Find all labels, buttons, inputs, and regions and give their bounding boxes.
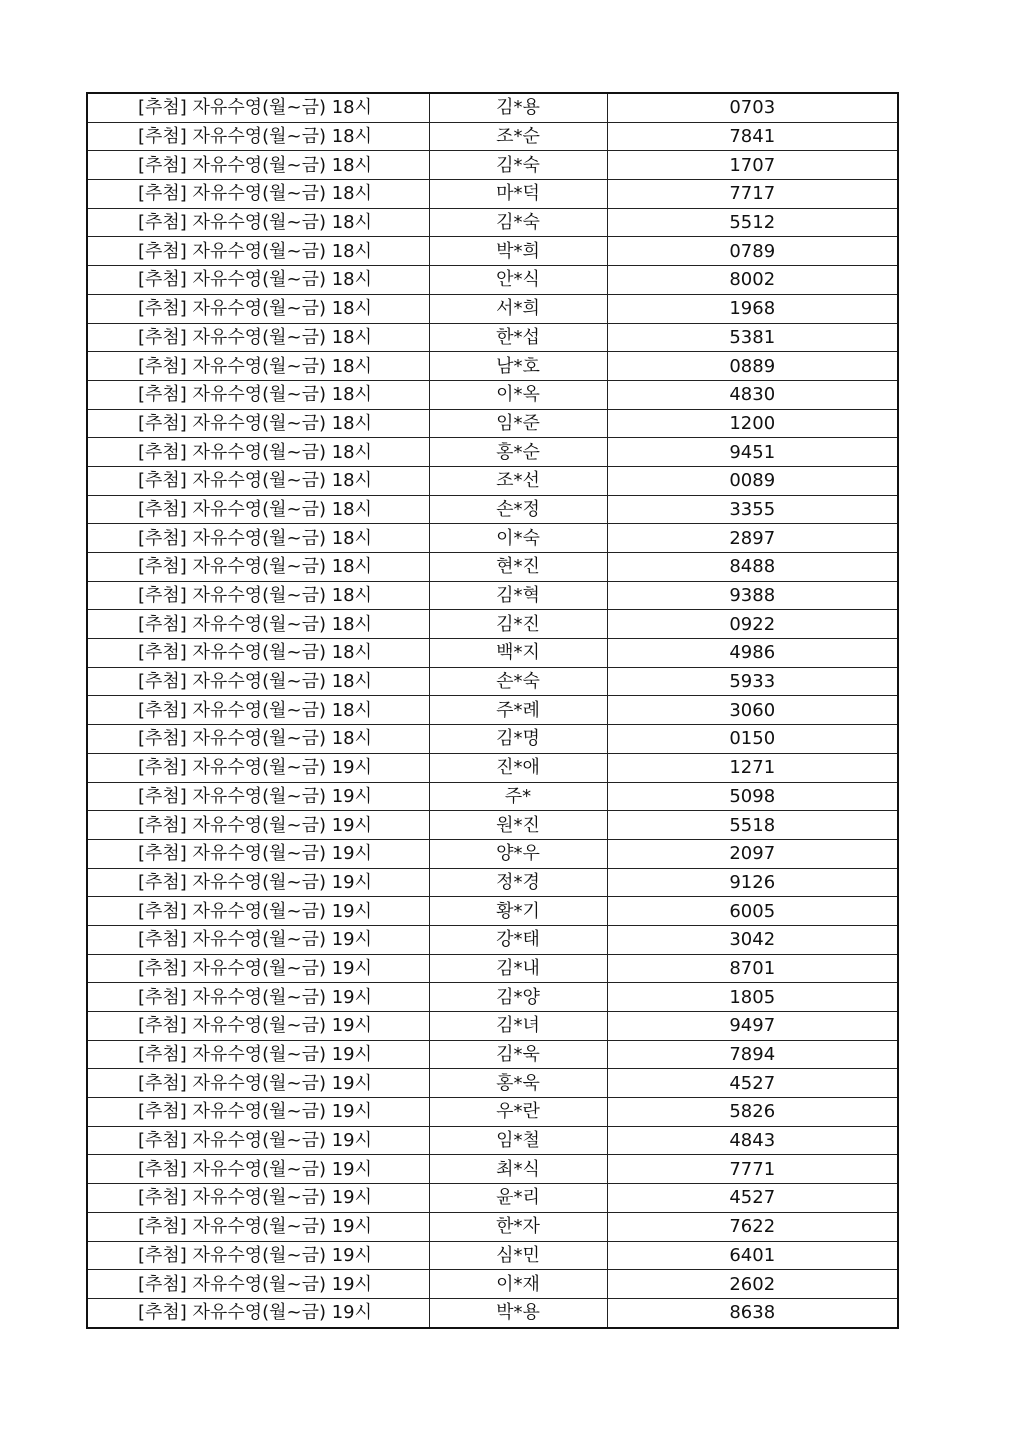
program-cell: [추첨] 자유수영(월~금) 19시: [87, 1040, 429, 1069]
code-cell: 5518: [607, 811, 898, 840]
name-cell: 박*희: [429, 237, 607, 266]
code-cell: 1968: [607, 294, 898, 323]
name-cell: 주*: [429, 782, 607, 811]
code-cell: 8701: [607, 954, 898, 983]
table-row: [87, 925, 898, 954]
name-cell: 정*경: [429, 868, 607, 897]
program-cell: [추첨] 자유수영(월~금) 18시: [87, 266, 429, 295]
name-cell: 김*혁: [429, 581, 607, 610]
program-cell: [추첨] 자유수영(월~금) 19시: [87, 1212, 429, 1241]
table-row: [87, 122, 898, 151]
table-row: [87, 1069, 898, 1098]
lottery-results-table: [86, 92, 899, 1329]
name-cell: 임*철: [429, 1126, 607, 1155]
table-row: [87, 1298, 898, 1327]
program-cell: [추첨] 자유수영(월~금) 18시: [87, 553, 429, 582]
code-cell: 8002: [607, 266, 898, 295]
code-cell: 9388: [607, 581, 898, 610]
table-row: [87, 266, 898, 295]
program-cell: [추첨] 자유수영(월~금) 18시: [87, 438, 429, 467]
table-row: [87, 1012, 898, 1041]
table-row: [87, 581, 898, 610]
table-row: [87, 180, 898, 209]
program-cell: [추첨] 자유수영(월~금) 18시: [87, 524, 429, 553]
program-cell: [추첨] 자유수영(월~금) 18시: [87, 667, 429, 696]
program-cell: [추첨] 자유수영(월~금) 18시: [87, 352, 429, 381]
table-row: [87, 954, 898, 983]
program-cell: [추첨] 자유수영(월~금) 19시: [87, 1270, 429, 1299]
code-cell: 4843: [607, 1126, 898, 1155]
name-cell: 홍*욱: [429, 1069, 607, 1098]
name-cell: 이*재: [429, 1270, 607, 1299]
table-row: [87, 811, 898, 840]
program-cell: [추첨] 자유수영(월~금) 19시: [87, 1184, 429, 1213]
table-row: [87, 696, 898, 725]
name-cell: 김*욱: [429, 1040, 607, 1069]
code-cell: 1707: [607, 151, 898, 180]
table-row: [87, 1184, 898, 1213]
table-row: [87, 1212, 898, 1241]
program-cell: [추첨] 자유수영(월~금) 18시: [87, 180, 429, 209]
name-cell: 홍*순: [429, 438, 607, 467]
name-cell: 원*진: [429, 811, 607, 840]
program-cell: [추첨] 자유수영(월~금) 19시: [87, 868, 429, 897]
table-row: [87, 93, 898, 122]
name-cell: 안*식: [429, 266, 607, 295]
code-cell: 0889: [607, 352, 898, 381]
program-cell: [추첨] 자유수영(월~금) 18시: [87, 639, 429, 668]
name-cell: 조*선: [429, 466, 607, 495]
program-cell: [추첨] 자유수영(월~금) 18시: [87, 495, 429, 524]
name-cell: 김*숙: [429, 208, 607, 237]
code-cell: 5381: [607, 323, 898, 352]
code-cell: 9497: [607, 1012, 898, 1041]
code-cell: 4527: [607, 1069, 898, 1098]
code-cell: 1200: [607, 409, 898, 438]
program-cell: [추첨] 자유수영(월~금) 19시: [87, 1241, 429, 1270]
name-cell: 양*우: [429, 839, 607, 868]
table-row: [87, 639, 898, 668]
code-cell: 6005: [607, 897, 898, 926]
code-cell: 0089: [607, 466, 898, 495]
name-cell: 윤*리: [429, 1184, 607, 1213]
program-cell: [추첨] 자유수영(월~금) 19시: [87, 811, 429, 840]
code-cell: 0922: [607, 610, 898, 639]
program-cell: [추첨] 자유수영(월~금) 18시: [87, 581, 429, 610]
table-row: [87, 1155, 898, 1184]
name-cell: 이*옥: [429, 380, 607, 409]
code-cell: 9451: [607, 438, 898, 467]
program-cell: [추첨] 자유수영(월~금) 18시: [87, 294, 429, 323]
program-cell: [추첨] 자유수영(월~금) 18시: [87, 610, 429, 639]
program-cell: [추첨] 자유수영(월~금) 18시: [87, 409, 429, 438]
program-cell: [추첨] 자유수영(월~금) 18시: [87, 151, 429, 180]
code-cell: 0703: [607, 93, 898, 122]
name-cell: 김*양: [429, 983, 607, 1012]
program-cell: [추첨] 자유수영(월~금) 19시: [87, 1098, 429, 1127]
program-cell: [추첨] 자유수영(월~금) 18시: [87, 725, 429, 754]
name-cell: 한*자: [429, 1212, 607, 1241]
name-cell: 황*기: [429, 897, 607, 926]
table-row: [87, 667, 898, 696]
program-cell: [추첨] 자유수영(월~금) 18시: [87, 237, 429, 266]
program-cell: [추첨] 자유수영(월~금) 18시: [87, 208, 429, 237]
code-cell: 0150: [607, 725, 898, 754]
table-row: [87, 725, 898, 754]
program-cell: [추첨] 자유수영(월~금) 18시: [87, 93, 429, 122]
table-row: [87, 524, 898, 553]
table-row: [87, 323, 898, 352]
name-cell: 박*용: [429, 1298, 607, 1327]
code-cell: 5933: [607, 667, 898, 696]
name-cell: 이*숙: [429, 524, 607, 553]
code-cell: 5826: [607, 1098, 898, 1127]
name-cell: 마*덕: [429, 180, 607, 209]
table-row: [87, 352, 898, 381]
name-cell: 손*정: [429, 495, 607, 524]
code-cell: 9126: [607, 868, 898, 897]
name-cell: 진*애: [429, 753, 607, 782]
table-row: [87, 294, 898, 323]
code-cell: 4830: [607, 380, 898, 409]
name-cell: 백*지: [429, 639, 607, 668]
program-cell: [추첨] 자유수영(월~금) 19시: [87, 983, 429, 1012]
code-cell: 1805: [607, 983, 898, 1012]
code-cell: 7771: [607, 1155, 898, 1184]
name-cell: 조*순: [429, 122, 607, 151]
name-cell: 김*숙: [429, 151, 607, 180]
code-cell: 4986: [607, 639, 898, 668]
code-cell: 4527: [607, 1184, 898, 1213]
program-cell: [추첨] 자유수영(월~금) 19시: [87, 753, 429, 782]
code-cell: 5098: [607, 782, 898, 811]
code-cell: 2097: [607, 839, 898, 868]
table-row: [87, 380, 898, 409]
table-row: [87, 208, 898, 237]
name-cell: 김*용: [429, 93, 607, 122]
code-cell: 1271: [607, 753, 898, 782]
table-row: [87, 983, 898, 1012]
table-row: [87, 151, 898, 180]
name-cell: 한*섭: [429, 323, 607, 352]
program-cell: [추첨] 자유수영(월~금) 19시: [87, 1298, 429, 1327]
name-cell: 김*명: [429, 725, 607, 754]
name-cell: 현*진: [429, 553, 607, 582]
code-cell: 7717: [607, 180, 898, 209]
program-cell: [추첨] 자유수영(월~금) 19시: [87, 1069, 429, 1098]
name-cell: 임*준: [429, 409, 607, 438]
code-cell: 7894: [607, 1040, 898, 1069]
table-row: [87, 1126, 898, 1155]
name-cell: 우*란: [429, 1098, 607, 1127]
table-row: [87, 553, 898, 582]
program-cell: [추첨] 자유수영(월~금) 19시: [87, 897, 429, 926]
program-cell: [추첨] 자유수영(월~금) 19시: [87, 925, 429, 954]
code-cell: 3042: [607, 925, 898, 954]
name-cell: 서*희: [429, 294, 607, 323]
table-row: [87, 409, 898, 438]
table-row: [87, 237, 898, 266]
code-cell: 7622: [607, 1212, 898, 1241]
program-cell: [추첨] 자유수영(월~금) 18시: [87, 466, 429, 495]
table-row: [87, 1241, 898, 1270]
name-cell: 김*진: [429, 610, 607, 639]
name-cell: 최*식: [429, 1155, 607, 1184]
program-cell: [추첨] 자유수영(월~금) 19시: [87, 839, 429, 868]
code-cell: 2897: [607, 524, 898, 553]
code-cell: 7841: [607, 122, 898, 151]
code-cell: 2602: [607, 1270, 898, 1299]
name-cell: 김*내: [429, 954, 607, 983]
code-cell: 8638: [607, 1298, 898, 1327]
code-cell: 3060: [607, 696, 898, 725]
program-cell: [추첨] 자유수영(월~금) 18시: [87, 380, 429, 409]
table-row: [87, 438, 898, 467]
name-cell: 주*례: [429, 696, 607, 725]
program-cell: [추첨] 자유수영(월~금) 19시: [87, 782, 429, 811]
table-row: [87, 782, 898, 811]
program-cell: [추첨] 자유수영(월~금) 19시: [87, 1155, 429, 1184]
table-row: [87, 897, 898, 926]
code-cell: 5512: [607, 208, 898, 237]
name-cell: 심*민: [429, 1241, 607, 1270]
table-body: [87, 93, 898, 1328]
program-cell: [추첨] 자유수영(월~금) 19시: [87, 1126, 429, 1155]
code-cell: 0789: [607, 237, 898, 266]
program-cell: [추첨] 자유수영(월~금) 19시: [87, 954, 429, 983]
program-cell: [추첨] 자유수영(월~금) 18시: [87, 696, 429, 725]
program-cell: [추첨] 자유수영(월~금) 18시: [87, 122, 429, 151]
table-row: [87, 610, 898, 639]
table-row: [87, 1040, 898, 1069]
table-row: [87, 466, 898, 495]
table-row: [87, 753, 898, 782]
table-row: [87, 868, 898, 897]
code-cell: 8488: [607, 553, 898, 582]
table-row: [87, 1098, 898, 1127]
name-cell: 강*태: [429, 925, 607, 954]
table-row: [87, 1270, 898, 1299]
code-cell: 6401: [607, 1241, 898, 1270]
table-row: [87, 839, 898, 868]
table-row: [87, 495, 898, 524]
name-cell: 남*호: [429, 352, 607, 381]
name-cell: 김*녀: [429, 1012, 607, 1041]
name-cell: 손*숙: [429, 667, 607, 696]
program-cell: [추첨] 자유수영(월~금) 18시: [87, 323, 429, 352]
program-cell: [추첨] 자유수영(월~금) 19시: [87, 1012, 429, 1041]
code-cell: 3355: [607, 495, 898, 524]
